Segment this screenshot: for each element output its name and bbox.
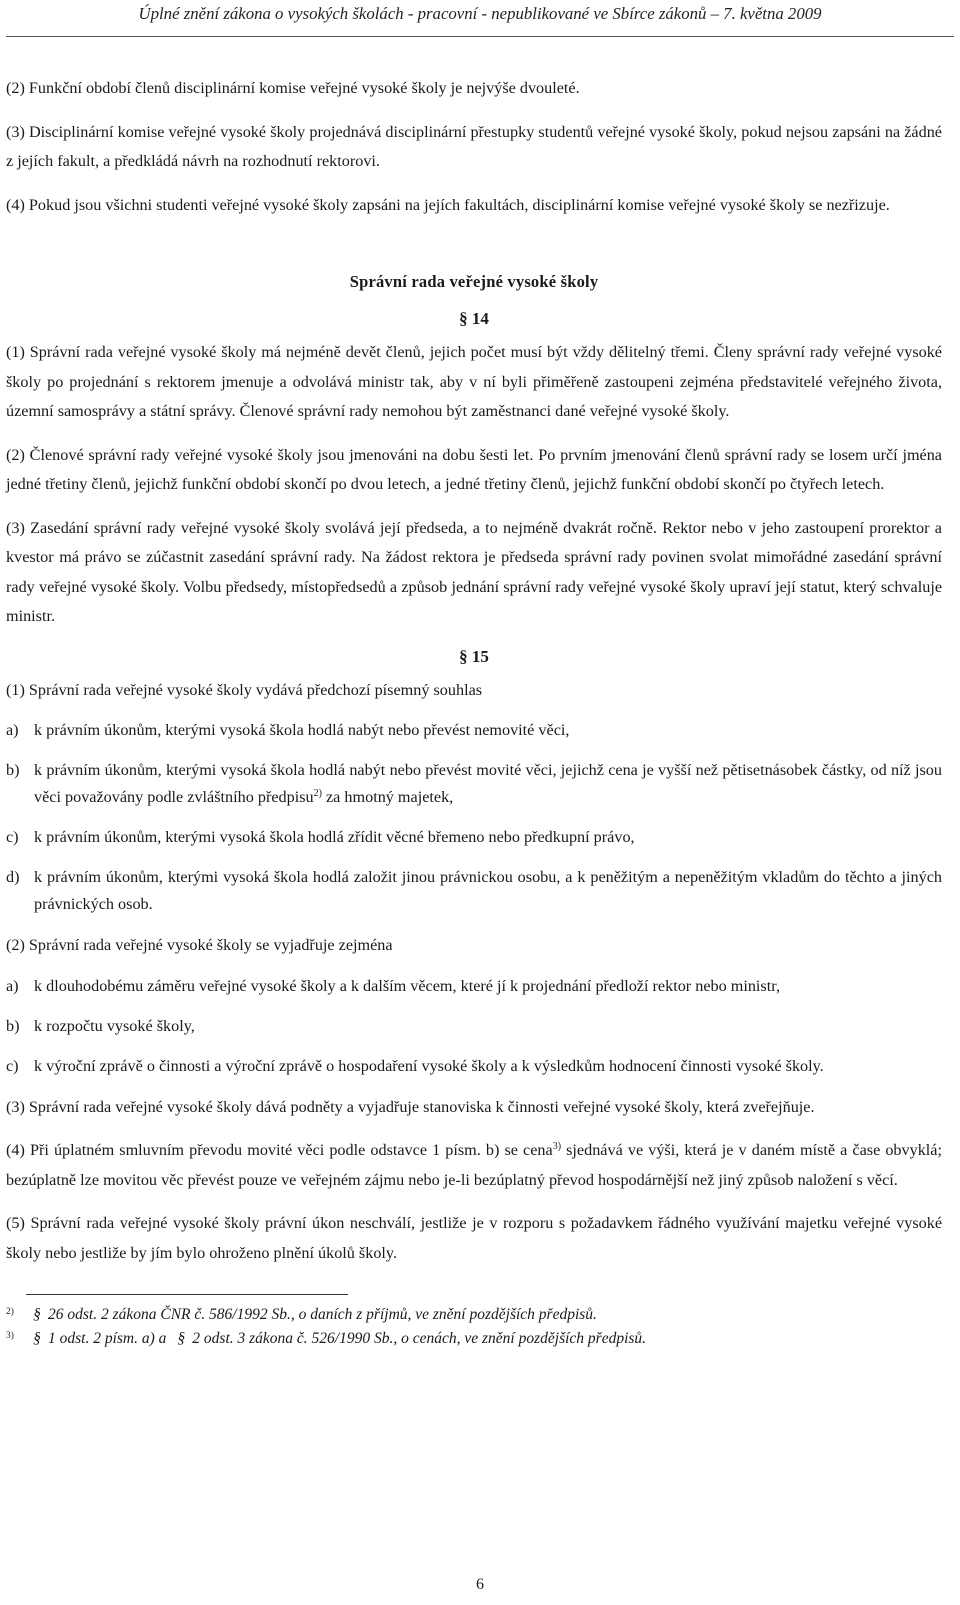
header-divider (6, 36, 954, 37)
list-text (34, 757, 942, 811)
section-symbol: § (33, 1306, 41, 1323)
list-item (6, 864, 942, 918)
paragraph: (1) Správní rada veřejné vysoké školy vydává předchozí písemný souhlas (6, 680, 483, 699)
paragraph: (3) Disciplinární komise veřejné vysoké školy projednává disciplinární přestupky studentů veřejné vysoké školy, pokud nejsou zapsáni na žádné z jejích fakult, a předkládá návrh na rozhodnutí rektorovi. (6, 122, 942, 170)
section-number-14 (6, 308, 942, 330)
footnote-text: 26 odst. 2 zákona ČNR č. 586/1992 Sb., o daních z příjmů, ve znění pozdějších předpisů. (48, 1306, 597, 1323)
list-item (6, 1053, 942, 1080)
footnote-ref[interactable]: 2) (313, 788, 322, 799)
list-item (6, 757, 942, 811)
section-symbol: § (459, 646, 468, 666)
list-label: d) (6, 868, 20, 886)
list-text-main: k právním úkonům, kterými vysoká škola hodlá nabýt nebo převést movité věci, jejichž cena je vyšší než pětisetnásobek částky, od níž jsou věci považovány podle zvláštního předpisu (34, 761, 942, 806)
list-label: a) (6, 721, 19, 739)
paragraph-text: sjednává ve výši, která je v daném místě a čase obvyklá; bezúplatně lze movitou věc převést pouze ve veřejném zájmu nebo je-li bezúplatný převod hospodárnější než jiný způsob naložení s věcí. (6, 1141, 942, 1189)
section-number: 14 (471, 309, 489, 328)
paragraph-text: (4) Při úplatném smluvním převodu movité věci podle odstavce 1 písm. b) se cena (6, 1141, 553, 1159)
section-symbol: § (459, 309, 468, 328)
list-label: c) (6, 828, 19, 846)
footnote-divider (26, 1294, 348, 1295)
document-body (6, 74, 942, 1351)
list-label: b) (6, 761, 20, 779)
paragraph: (2) Správní rada veřejné vysoké školy se vyjadřuje zejména (6, 936, 393, 954)
list-label: a) (6, 976, 19, 995)
paragraph: (1) Správní rada veřejné vysoké školy má nejméně devět členů, jejich počet musí být vždy dělitelný třemi. Členy správní rady veřejné vysoké školy po projednání s rektorem jmenuje a odvolává ministr tak, aby v ní byli přiměřeně zastoupeni zejména představitelé veřejného života, územní samosprávy a státní správy. Členové správní rady nemohou být zaměstnanci dané veřejné vysoké školy. (6, 343, 942, 420)
paragraph (6, 1136, 942, 1195)
paragraph: (3) Správní rada veřejné vysoké školy dává podněty a vyjadřuje stanoviska k činnosti veřejné vysoké školy, která zveřejňuje. (6, 1097, 815, 1116)
list-item (6, 973, 942, 1000)
section-number: 15 (471, 646, 489, 666)
footnote-ref[interactable]: 3) (552, 1141, 562, 1152)
paragraph: (5) Správní rada veřejné vysoké školy právní úkon neschválí, jestliže je v rozporu s požadavkem řádného využívání majetku veřejné vysoké školy nebo jestliže by jím bylo ohroženo plnění úkolů školy. (6, 1214, 942, 1262)
list-text: k rozpočtu vysoké školy, (34, 1016, 195, 1035)
list-label: b) (6, 1016, 20, 1035)
list-item (6, 1013, 942, 1040)
paragraph: (4) Pokud jsou všichni studenti veřejné vysoké školy zapsáni na jejích fakultách, disciplinární komise veřejné vysoké školy se nezřizuje. (6, 195, 890, 214)
section-heading: Správní rada veřejné vysoké školy (349, 272, 599, 291)
list-text: k právním úkonům, kterými vysoká škola hodlá nabýt nebo převést nemovité věci, (34, 721, 570, 739)
list-text: k právním úkonům, kterými vysoká škola hodlá zřídit věcné břemeno nebo předkupní právo, (34, 828, 635, 846)
list-item (6, 717, 942, 744)
list-text-tail: za hmotný majetek, (321, 788, 454, 806)
footnote: $^{3)}$ § 1 odst. 2 písm. a) a § 2 odst. 3 zákona č. 526/1990 Sb., o cenách, ve znění pozdějších předpisů. (6, 1327, 942, 1351)
paragraph: (2) Funkční období členů disciplinární komise veřejné vysoké školy je nejvýše dvouleté. (6, 79, 580, 97)
list-label: c) (6, 1056, 19, 1075)
footnote-text: 2 odst. 3 zákona č. 526/1990 Sb., o cenách, ve znění pozdějších předpisů. (192, 1330, 647, 1347)
footnote-text: 1 odst. 2 písm. a) a (48, 1330, 171, 1347)
running-header: Úplné znění zákona o vysokých školách - pracovní - nepublikované ve Sbírce zákonů – 7. května 2009 (138, 4, 822, 23)
list-text: k dlouhodobému záměru veřejné vysoké školy a k dalším věcem, které jí k projednání předloží rektor nebo ministr, (34, 976, 781, 995)
list-text: k výroční zprávě o činnosti a výroční zprávě o hospodaření vysoké školy a k výsledkům hodnocení činnosti vysoké školy. (34, 1056, 824, 1075)
page-number: 6 (476, 1576, 484, 1593)
list-text: k právním úkonům, kterými vysoká škola hodlá založit jinou právnickou osobu, a k peněžitým a nepeněžitým vkladům do těchto a jiných právnických osob. (34, 868, 942, 913)
footnote: $^{2)}$ § 26 odst. 2 zákona ČNR č. 586/1992 Sb., o daních z příjmů, ve znění pozdějších předpisů. (6, 1303, 942, 1327)
section-symbol: § (33, 1330, 41, 1347)
section-symbol: § (177, 1330, 186, 1347)
list-item (6, 824, 942, 851)
paragraph: (3) Zasedání správní rady veřejné vysoké školy svolává její předseda, a to nejméně dvakrát ročně. Rektor nebo v jeho zastoupení prorektor a kvestor má právo se zúčastnit zasedání správní rady. Na žádost rektora je předseda správní rady povinen svolat mimořádné zasedání správní rady veřejné vysoké školy. Volbu předsedy, místopředsedů a způsob jednání správní rady veřejné vysoké školy upraví její statut, který schvaluje ministr. (6, 518, 942, 625)
paragraph: (2) Členové správní rady veřejné vysoké školy jsou jmenováni na dobu šesti let. Po prvním jmenování členů správní rady se losem určí jména jedné třetiny členů, jejichž funkční období skončí po dvou letech, a jedné třetiny členů, jejichž funkční období skončí po čtyřech letech. (6, 445, 942, 493)
section-number-15 (6, 646, 942, 668)
